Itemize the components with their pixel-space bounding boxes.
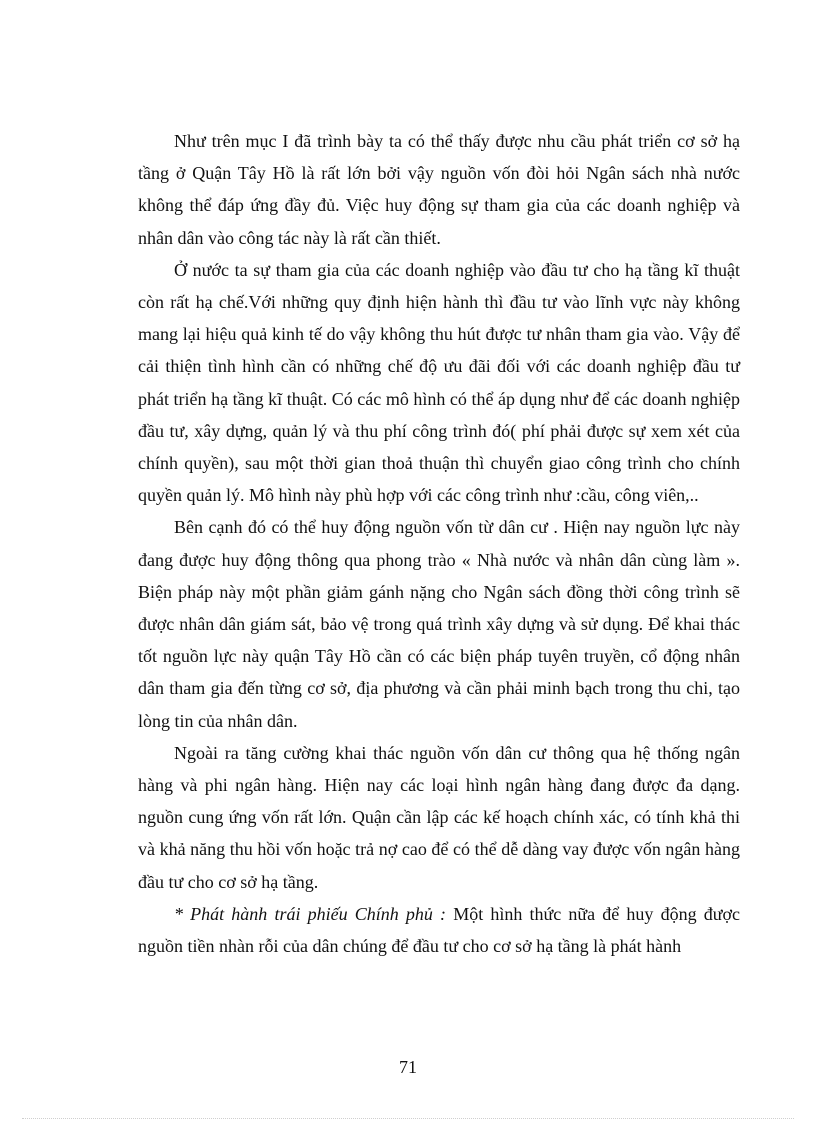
- paragraph-2: Ở nước ta sự tham gia của các doanh nghiệp vào đầu tư cho hạ tầng kĩ thuật còn rất hạ chế.Với những quy định hiện hành thì đầu tư vào lĩnh vực này không mang lại hiệu quả kinh tế do vậy không thu hút được tư nhân tham gia vào. Vậy để cải thiện tình hình cần có những chế độ ưu đãi đối với các doanh nghiệp đầu tư phát triển hạ tầng kĩ thuật. Có các mô hình có thể áp dụng như để các doanh nghiệp đầu tư, xây dựng, quản lý và thu phí công trình đó( phí phải được sự xem xét của chính quyền), sau một thời gian thoả thuận thì chuyển giao công trình cho chính quyền quản lý. Mô hình này phù hợp với các công trình như :cầu, công viên,..: [138, 259, 740, 506]
- body-text: [138, 125, 740, 962]
- paragraph-5-italic-lead: * Phát hành trái phiếu Chính phủ :: [174, 903, 447, 924]
- paragraph-5: [138, 898, 740, 962]
- paragraph-5-text: Một hình thức nữa để huy động được nguồn tiền nhàn rỗi của dân chúng để đầu tư cho cơ sở hạ tầng là phát hành: [138, 903, 740, 957]
- paragraph-3: Bên cạnh đó có thể huy động nguồn vốn từ dân cư . Hiện nay nguồn lực này đang được huy động thông qua phong trào « Nhà nước và nhân dân cùng làm ». Biện pháp này một phần giảm gánh nặng cho Ngân sách đồng thời công trình sẽ được nhân dân giám sát, bảo vệ trong quá trình xây dựng và sử dụng. Để khai thác tốt nguồn lực này quận Tây Hồ cần có các biện pháp tuyên truyền, cổ động nhân dân tham gia đến từng cơ sở, địa phương và cần phải minh bạch trong thu chi, tạo lòng tin của nhân dân.: [138, 517, 740, 731]
- page-number: 71: [399, 1057, 417, 1077]
- paragraph-4: Ngoài ra tăng cường khai thác nguồn vốn dân cư thông qua hệ thống ngân hàng và phi ngân hàng. Hiện nay các loại hình ngân hàng đang được đa dạng. nguồn cung ứng vốn rất lớn. Quận cần lập các kế hoạch chính xác, có tính khả thi và khả năng thu hồi vốn hoặc trả nợ cao để có thể dễ dàng vay được vốn ngân hàng đầu tư cho cơ sở hạ tầng.: [138, 742, 740, 892]
- bottom-divider: [22, 1118, 794, 1119]
- paragraph-1: Như trên mục I đã trình bày ta có thể thấy được nhu cầu phát triển cơ sở hạ tầng ở Quận Tây Hồ là rất lớn bởi vậy nguồn vốn đòi hỏi Ngân sách nhà nước không thể đáp ứng đầy đủ. Việc huy động sự tham gia của các doanh nghiệp và nhân dân vào công tác này là rất cần thiết.: [138, 131, 740, 248]
